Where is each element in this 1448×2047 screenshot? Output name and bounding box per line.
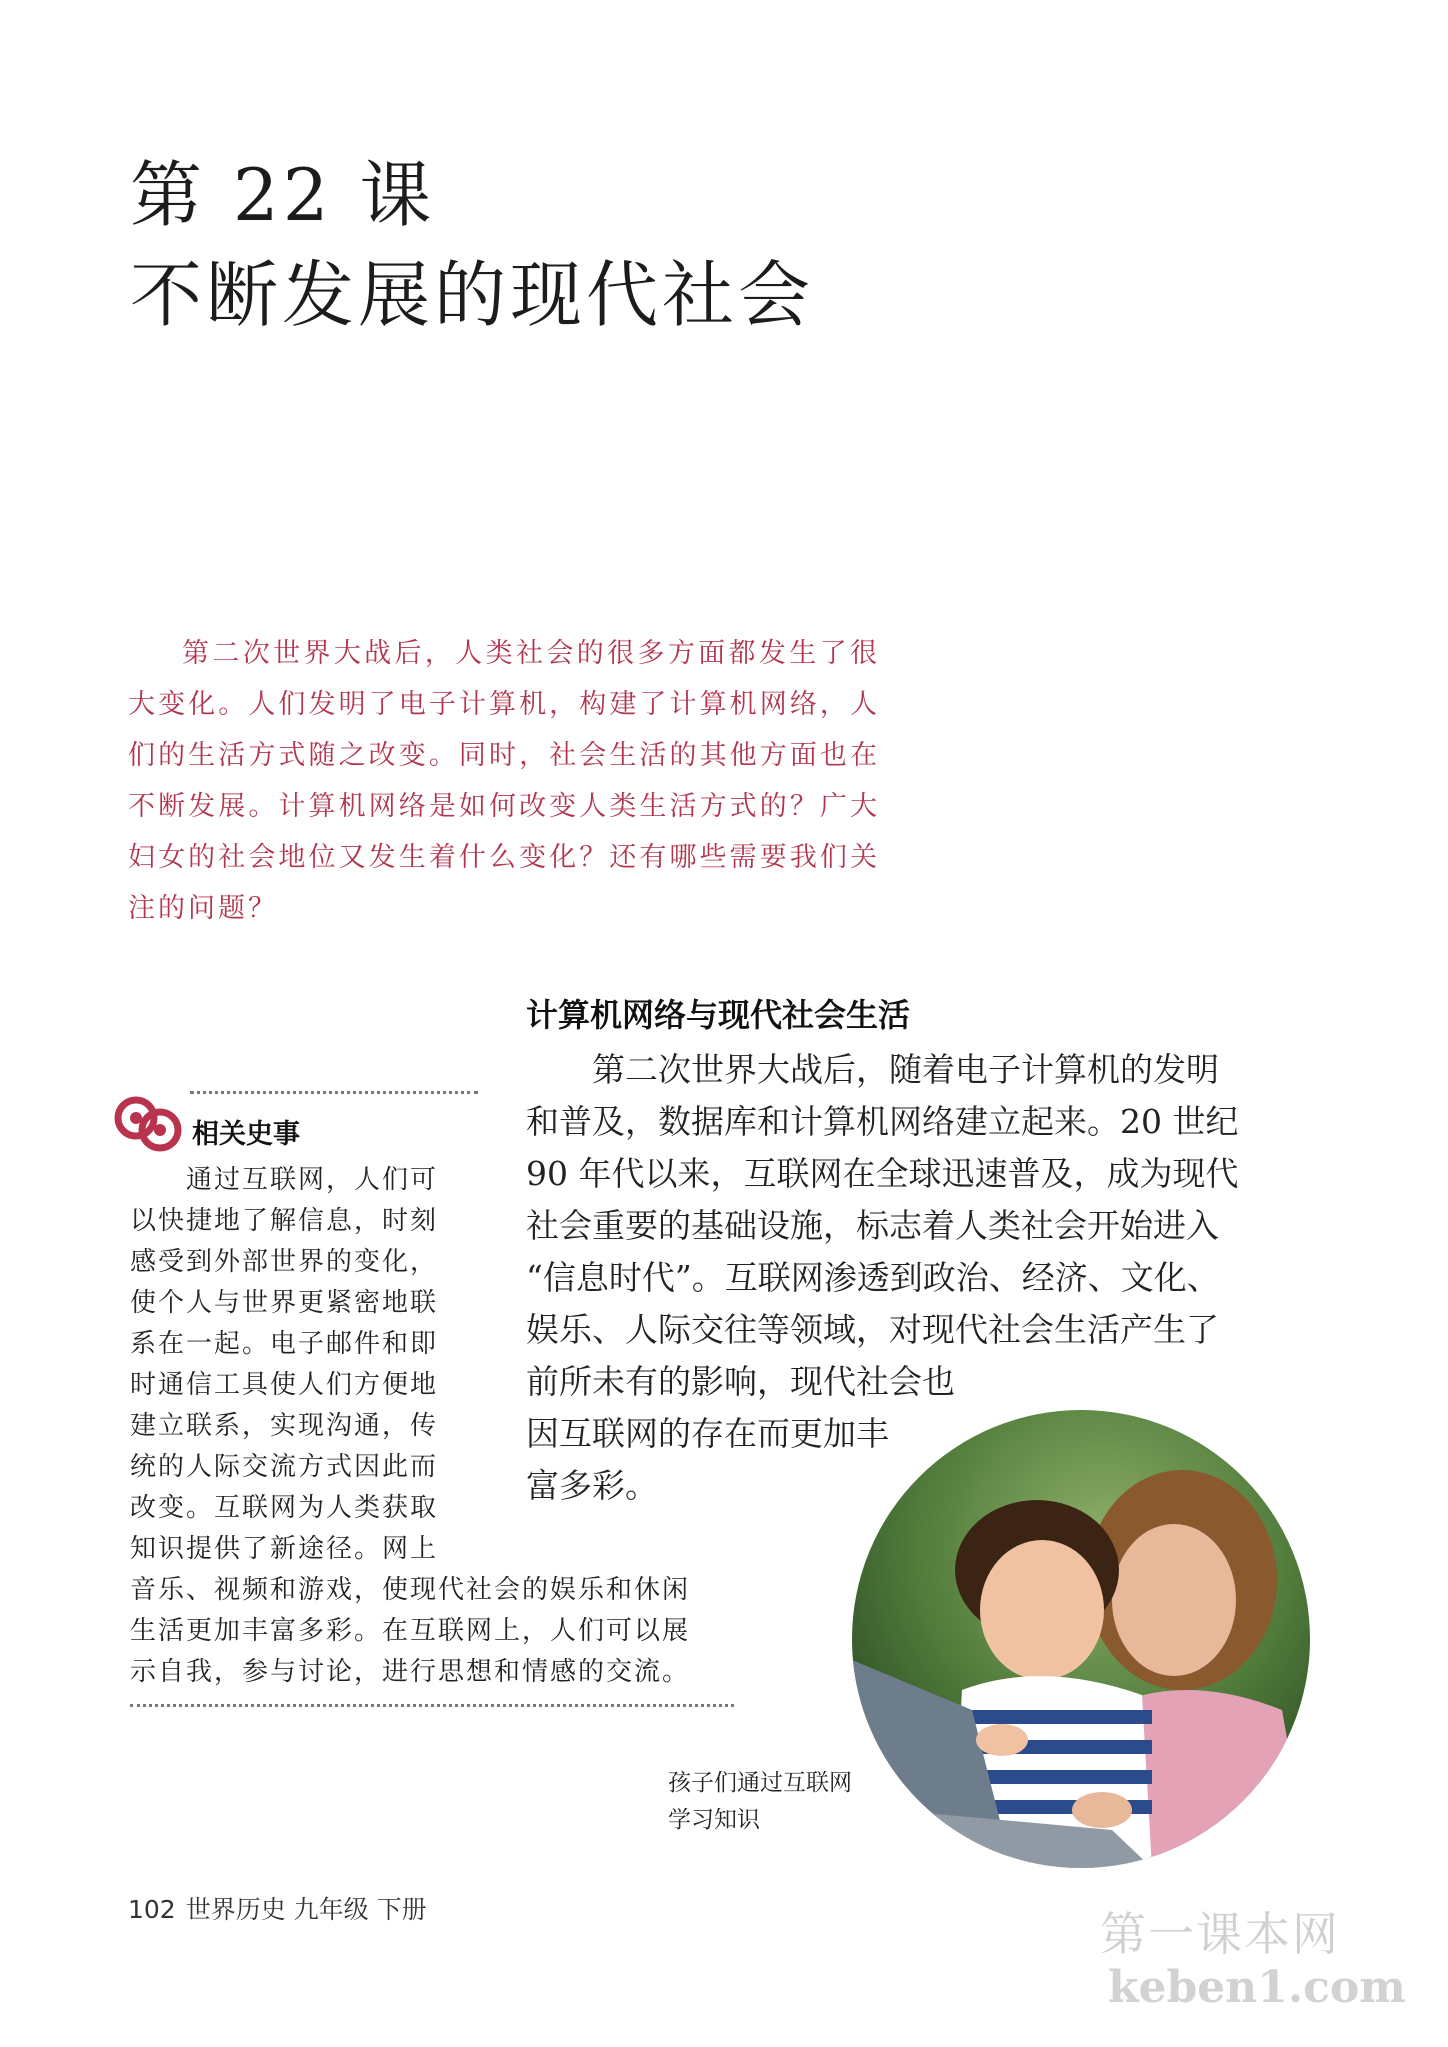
- sidebar-line: 通过互联网，人们可: [186, 1165, 439, 1195]
- sidebar-line: 知识提供了新途径。网上: [130, 1534, 439, 1564]
- main-line: 富多彩。: [526, 1466, 658, 1505]
- main-line: 娱乐、人际交往等领域，对现代社会生活产生了: [526, 1310, 1219, 1349]
- sidebar-line: 使个人与世界更紧密地联: [130, 1288, 439, 1318]
- main-line: 社会重要的基础设施，标志着人类社会开始进入: [526, 1206, 1219, 1245]
- main-line: 和普及，数据库和计算机网络建立起来。20 世纪: [526, 1102, 1239, 1141]
- photo-caption: [668, 1765, 852, 1839]
- intro-paragraph: 第二次世界大战后，人类社会的很多方面都发生了很大变化。人们发明了电子计算机，构建了计算机网络，人们的生活方式随之改变。同时，社会生活的其他方面也在不断发展。计算机网络是如何改变人类生活方式的？广大妇女的社会地位又发生着什么变化？还有哪些需要我们关注的问题？: [128, 638, 880, 924]
- sidebar-line: 以快捷地了解信息，时刻: [130, 1206, 439, 1236]
- sidebar-text: [130, 1160, 690, 1693]
- watermark-text: 第一课本网: [1100, 1907, 1340, 1961]
- page-number: 102: [128, 1895, 176, 1924]
- lesson-title: 不断发展的现代社会: [130, 253, 815, 337]
- caption-line: 孩子们通过互联网: [668, 1770, 852, 1796]
- sidebar-line: 建立联系，实现沟通，传: [130, 1411, 439, 1441]
- children-computer-photo: [852, 1410, 1310, 1868]
- sidebar-title: 相关史事: [192, 1119, 300, 1150]
- sidebar-line: 系在一起。电子邮件和即: [130, 1329, 439, 1359]
- main-line: 前所未有的影响，现代社会也: [526, 1362, 955, 1401]
- sidebar-top-divider: [190, 1091, 478, 1094]
- book-title: 世界历史 九年级 下册: [185, 1895, 427, 1924]
- sidebar-line: 感受到外部世界的变化，: [130, 1247, 439, 1277]
- sidebar-bottom-divider: [130, 1704, 734, 1707]
- lesson-number: 第 22 课: [130, 153, 436, 237]
- sidebar-line: 统的人际交流方式因此而: [130, 1452, 439, 1482]
- main-line: “信息时代”。互联网渗透到政治、经济、文化、: [526, 1258, 1220, 1297]
- main-line: 90 年代以来，互联网在全球迅速普及，成为现代: [526, 1154, 1239, 1193]
- sidebar-line: 音乐、视频和游戏，使现代社会的娱乐和休闲: [130, 1575, 691, 1605]
- main-line: 第二次世界大战后，随着电子计算机的发明: [592, 1050, 1219, 1089]
- page-footer: [128, 1890, 427, 1926]
- sidebar-line: 时通信工具使人们方便地: [130, 1370, 439, 1400]
- sidebar-line: 改变。互联网为人类获取: [130, 1493, 439, 1523]
- watermark-url: keben1.com: [1108, 1962, 1406, 2013]
- main-line: 因互联网的存在而更加丰: [526, 1414, 889, 1453]
- related-history-icon: [112, 1088, 184, 1160]
- sidebar-line: 生活更加丰富多彩。在互联网上，人们可以展: [130, 1616, 691, 1646]
- section-heading: 计算机网络与现代社会生活: [526, 996, 911, 1034]
- sidebar-line: 示自我，参与讨论，进行思想和情感的交流。: [130, 1657, 691, 1687]
- caption-line: 学习知识: [668, 1807, 760, 1833]
